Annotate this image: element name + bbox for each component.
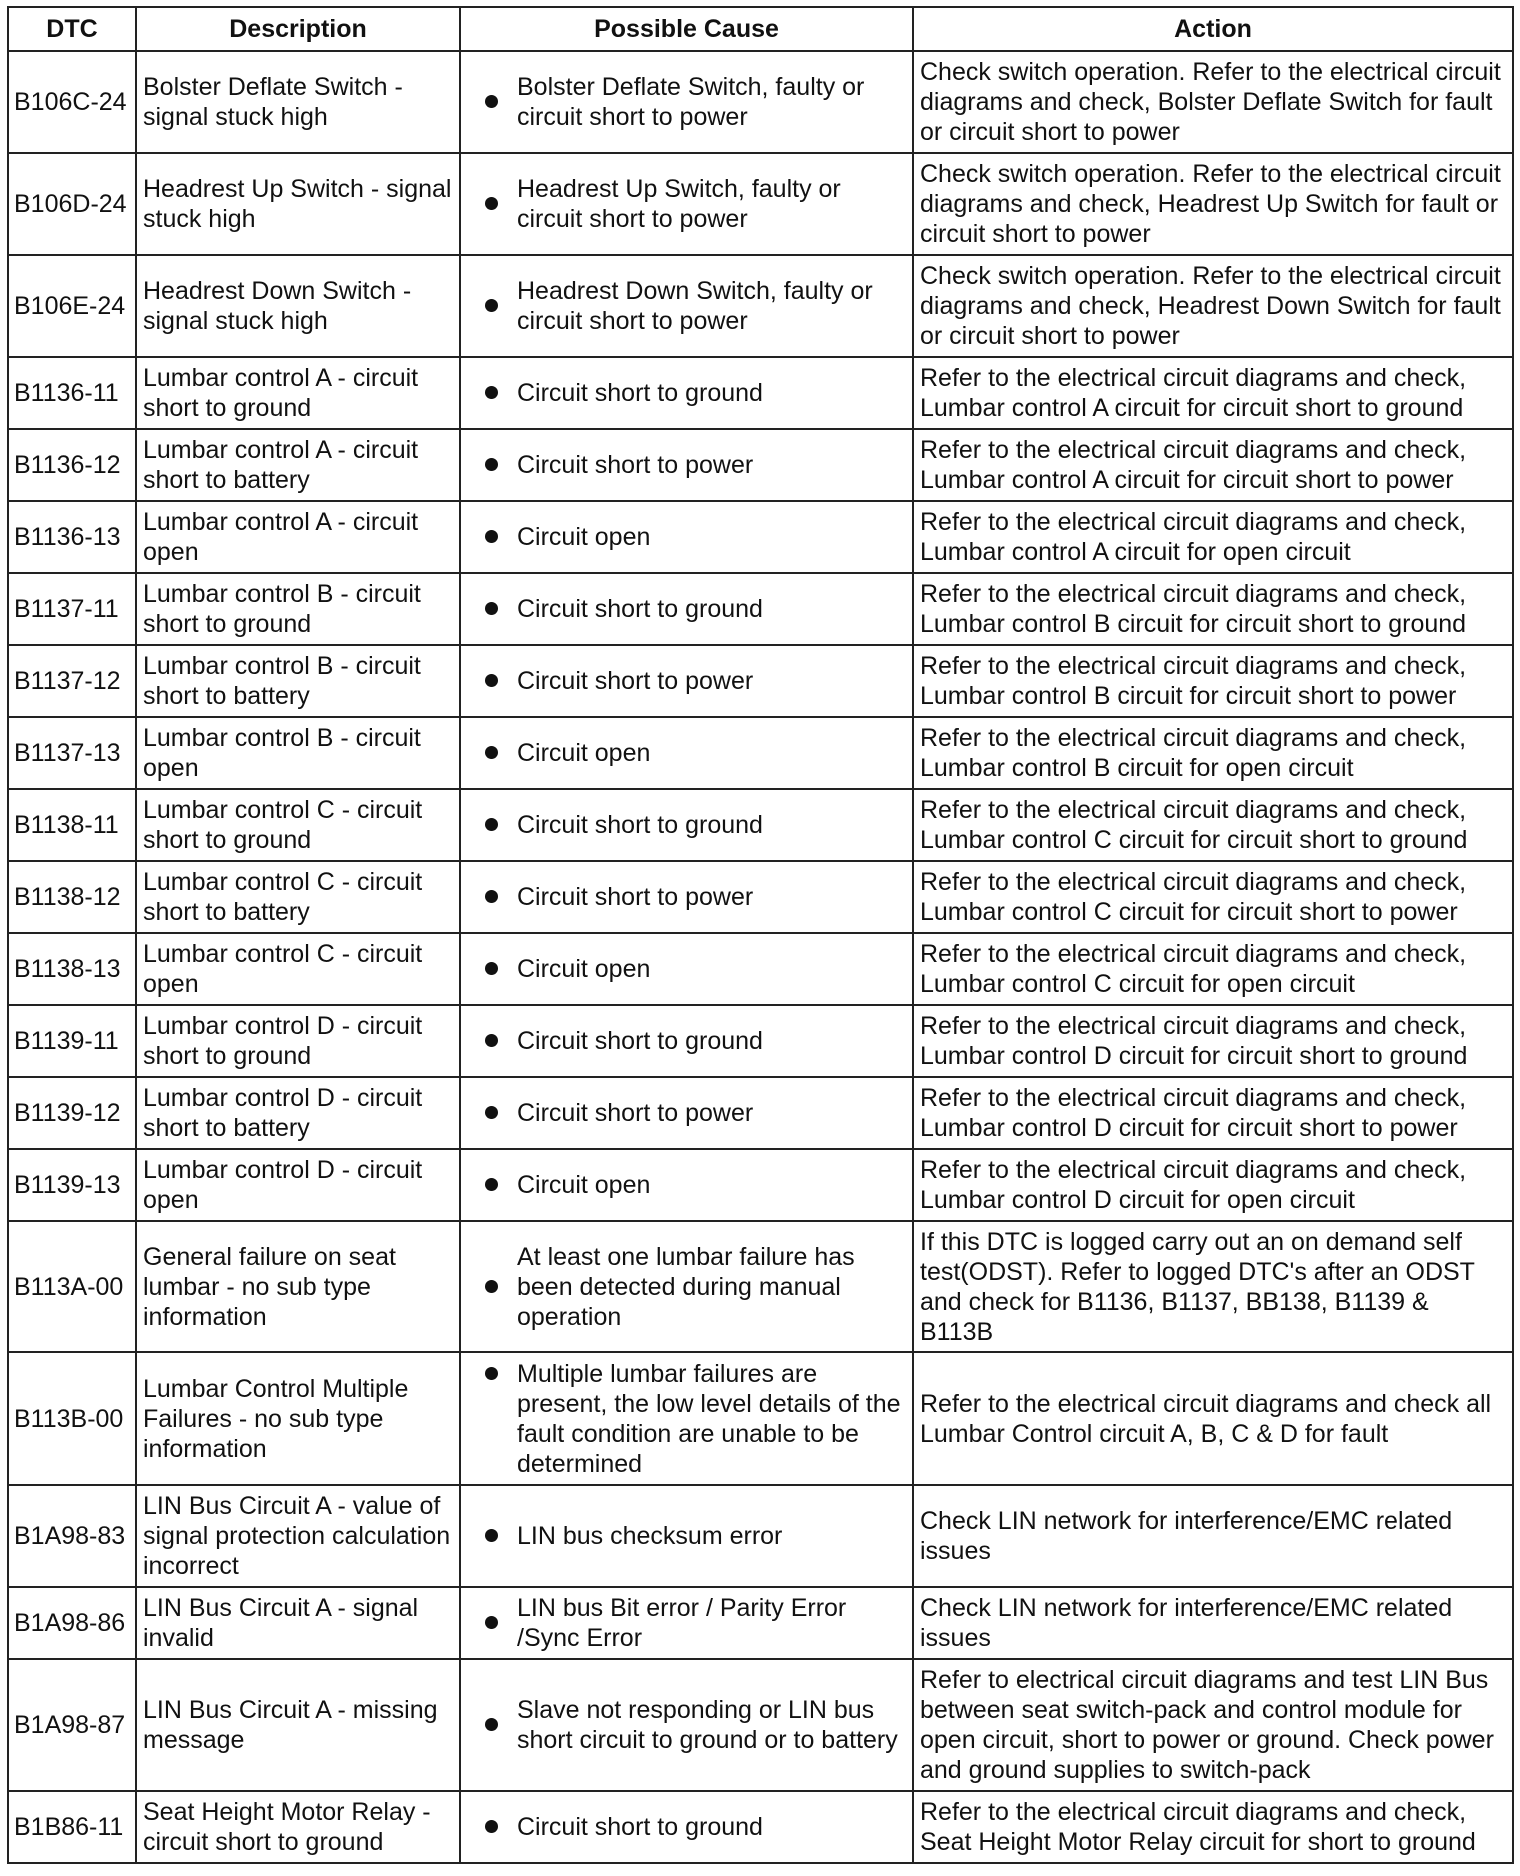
table-row bbox=[8, 153, 1513, 255]
cell-dtc: B1136-12 bbox=[8, 429, 136, 501]
bullet-icon bbox=[485, 1820, 498, 1833]
cell-possible-cause bbox=[460, 1005, 913, 1077]
cell-description: Lumbar control D - circuit short to ground bbox=[136, 1005, 460, 1077]
bullet-icon bbox=[485, 1616, 498, 1629]
cell-action: Refer to the electrical circuit diagrams and check, Lumbar control D circuit for open circuit bbox=[913, 1149, 1513, 1221]
cell-dtc: B1A98-83 bbox=[8, 1485, 136, 1587]
cell-action: Refer to the electrical circuit diagrams and check, Lumbar control A circuit for open circuit bbox=[913, 501, 1513, 573]
cause-text: Bolster Deflate Switch, faulty or circuit short to power bbox=[517, 73, 865, 131]
cause-text: LIN bus checksum error bbox=[517, 1522, 783, 1550]
cause-text: Circuit open bbox=[517, 739, 651, 767]
cell-possible-cause bbox=[460, 1077, 913, 1149]
cell-description: Lumbar control D - circuit short to battery bbox=[136, 1077, 460, 1149]
table-row bbox=[8, 1077, 1513, 1149]
cell-dtc: B1137-11 bbox=[8, 573, 136, 645]
cell-possible-cause bbox=[460, 1659, 913, 1791]
cause-text: Circuit short to ground bbox=[517, 595, 763, 623]
cause-text: Circuit short to ground bbox=[517, 1813, 763, 1841]
cell-dtc: B1138-11 bbox=[8, 789, 136, 861]
cell-description: Lumbar control A - circuit short to ground bbox=[136, 357, 460, 429]
cell-description: Bolster Deflate Switch - signal stuck high bbox=[136, 51, 460, 153]
cause-text: Circuit open bbox=[517, 523, 651, 551]
table-row bbox=[8, 1149, 1513, 1221]
cell-dtc: B106E-24 bbox=[8, 255, 136, 357]
cell-description: LIN Bus Circuit A - signal invalid bbox=[136, 1587, 460, 1659]
header-description: Description bbox=[136, 7, 460, 51]
cell-description: Seat Height Motor Relay - circuit short to ground bbox=[136, 1791, 460, 1863]
bullet-icon bbox=[485, 746, 498, 759]
cell-possible-cause bbox=[460, 501, 913, 573]
table-row bbox=[8, 1587, 1513, 1659]
cell-action: Refer to the electrical circuit diagrams and check, Lumbar control B circuit for open circuit bbox=[913, 717, 1513, 789]
header-action: Action bbox=[913, 7, 1513, 51]
cell-possible-cause bbox=[460, 933, 913, 1005]
cause-text: Circuit short to power bbox=[517, 1099, 754, 1127]
cell-description: Lumbar control C - circuit short to ground bbox=[136, 789, 460, 861]
cell-action: Refer to the electrical circuit diagrams and check, Lumbar control A circuit for circuit short to ground bbox=[913, 357, 1513, 429]
bullet-icon bbox=[485, 1106, 498, 1119]
cause-text: At least one lumbar failure has been detected during manual operation bbox=[517, 1242, 855, 1331]
cell-action: If this DTC is logged carry out an on demand self test(ODST). Refer to logged DTC's after an ODST and check for B1136, B1137, BB138, B1139 & B113B bbox=[913, 1221, 1513, 1352]
cell-possible-cause bbox=[460, 573, 913, 645]
cell-description: Lumbar control A - circuit open bbox=[136, 501, 460, 573]
table-row bbox=[8, 573, 1513, 645]
bullet-icon bbox=[485, 458, 498, 471]
cause-text: Circuit short to power bbox=[517, 667, 754, 695]
bullet-icon bbox=[485, 197, 498, 210]
table-row bbox=[8, 1221, 1513, 1352]
cell-description: General failure on seat lumbar - no sub type information bbox=[136, 1221, 460, 1352]
cell-dtc: B1139-11 bbox=[8, 1005, 136, 1077]
bullet-icon bbox=[485, 386, 498, 399]
cell-action: Check switch operation. Refer to the electrical circuit diagrams and check, Headrest Up Switch for fault or circuit short to power bbox=[913, 153, 1513, 255]
bullet-icon bbox=[485, 1034, 498, 1047]
dtc-table bbox=[7, 6, 1514, 1864]
cell-possible-cause bbox=[460, 645, 913, 717]
cause-text: Multiple lumbar failures are present, the low level details of the fault condition are unable to be determined bbox=[517, 1359, 901, 1478]
cell-possible-cause bbox=[460, 1587, 913, 1659]
bullet-icon bbox=[485, 818, 498, 831]
table-row bbox=[8, 1352, 1513, 1485]
cause-text: LIN bus Bit error / Parity Error /Sync Error bbox=[517, 1594, 847, 1652]
table-row bbox=[8, 645, 1513, 717]
cell-action: Refer to the electrical circuit diagrams and check, Lumbar control D circuit for circuit short to power bbox=[913, 1077, 1513, 1149]
cell-action: Refer to the electrical circuit diagrams and check, Lumbar control B circuit for circuit short to power bbox=[913, 645, 1513, 717]
cell-action: Refer to the electrical circuit diagrams and check, Lumbar control C circuit for open circuit bbox=[913, 933, 1513, 1005]
cell-action: Refer to the electrical circuit diagrams and check all Lumbar Control circuit A, B, C & D for fault bbox=[913, 1352, 1513, 1485]
cell-possible-cause bbox=[460, 1485, 913, 1587]
cell-possible-cause bbox=[460, 1149, 913, 1221]
bullet-icon bbox=[485, 962, 498, 975]
table-row bbox=[8, 255, 1513, 357]
bullet-icon bbox=[485, 1178, 498, 1191]
cell-description: Lumbar control D - circuit open bbox=[136, 1149, 460, 1221]
cell-possible-cause bbox=[460, 789, 913, 861]
header-row bbox=[8, 7, 1513, 51]
bullet-icon bbox=[485, 299, 498, 312]
table-row bbox=[8, 1485, 1513, 1587]
cell-description: Lumbar control C - circuit short to battery bbox=[136, 861, 460, 933]
cell-description: Lumbar control B - circuit short to ground bbox=[136, 573, 460, 645]
cause-text: Headrest Down Switch, faulty or circuit short to power bbox=[517, 277, 873, 335]
table-body bbox=[8, 51, 1513, 1863]
cause-text: Circuit open bbox=[517, 955, 651, 983]
cell-action: Refer to the electrical circuit diagrams and check, Lumbar control C circuit for circuit short to ground bbox=[913, 789, 1513, 861]
cell-possible-cause bbox=[460, 1791, 913, 1863]
cell-description: Lumbar Control Multiple Failures - no sub type information bbox=[136, 1352, 460, 1485]
table-row bbox=[8, 429, 1513, 501]
table-row bbox=[8, 501, 1513, 573]
cause-text: Circuit short to ground bbox=[517, 379, 763, 407]
table-row bbox=[8, 1791, 1513, 1863]
table-row bbox=[8, 933, 1513, 1005]
table-row bbox=[8, 1659, 1513, 1791]
cell-description: Lumbar control C - circuit open bbox=[136, 933, 460, 1005]
cell-action: Check switch operation. Refer to the electrical circuit diagrams and check, Bolster Deflate Switch for fault or circuit short to power bbox=[913, 51, 1513, 153]
cell-possible-cause bbox=[460, 861, 913, 933]
cell-possible-cause bbox=[460, 153, 913, 255]
cell-dtc: B106C-24 bbox=[8, 51, 136, 153]
cell-action: Check LIN network for interference/EMC related issues bbox=[913, 1485, 1513, 1587]
cell-action: Refer to electrical circuit diagrams and test LIN Bus between seat switch-pack and control module for open circuit, short to power or ground. Check power and ground supplies to switch-pack bbox=[913, 1659, 1513, 1791]
cell-possible-cause bbox=[460, 357, 913, 429]
cell-action: Refer to the electrical circuit diagrams and check, Lumbar control A circuit for circuit short to power bbox=[913, 429, 1513, 501]
cell-description: Lumbar control A - circuit short to battery bbox=[136, 429, 460, 501]
cell-possible-cause bbox=[460, 1352, 913, 1485]
bullet-icon bbox=[485, 1529, 498, 1542]
bullet-icon bbox=[485, 890, 498, 903]
cell-dtc: B1137-13 bbox=[8, 717, 136, 789]
table-header bbox=[8, 7, 1513, 51]
cell-dtc: B1B86-11 bbox=[8, 1791, 136, 1863]
cell-possible-cause bbox=[460, 717, 913, 789]
table-row bbox=[8, 861, 1513, 933]
header-dtc: DTC bbox=[8, 7, 136, 51]
table-row bbox=[8, 357, 1513, 429]
cell-description: Headrest Up Switch - signal stuck high bbox=[136, 153, 460, 255]
cell-possible-cause bbox=[460, 51, 913, 153]
table-row bbox=[8, 51, 1513, 153]
table-row bbox=[8, 789, 1513, 861]
cell-dtc: B1136-11 bbox=[8, 357, 136, 429]
cell-dtc: B1137-12 bbox=[8, 645, 136, 717]
cell-action: Refer to the electrical circuit diagrams and check, Seat Height Motor Relay circuit for short to ground bbox=[913, 1791, 1513, 1863]
cell-possible-cause bbox=[460, 255, 913, 357]
cell-description: LIN Bus Circuit A - value of signal protection calculation incorrect bbox=[136, 1485, 460, 1587]
cell-description: Lumbar control B - circuit open bbox=[136, 717, 460, 789]
cause-text: Circuit short to ground bbox=[517, 811, 763, 839]
cell-dtc: B1139-12 bbox=[8, 1077, 136, 1149]
cell-dtc: B1A98-86 bbox=[8, 1587, 136, 1659]
bullet-icon bbox=[485, 530, 498, 543]
cell-dtc: B113A-00 bbox=[8, 1221, 136, 1352]
header-cause: Possible Cause bbox=[460, 7, 913, 51]
cell-action: Refer to the electrical circuit diagrams and check, Lumbar control C circuit for circuit short to power bbox=[913, 861, 1513, 933]
cause-text: Headrest Up Switch, faulty or circuit short to power bbox=[517, 175, 841, 233]
table-row bbox=[8, 717, 1513, 789]
cause-text: Slave not responding or LIN bus short circuit to ground or to battery bbox=[517, 1696, 898, 1754]
table-row bbox=[8, 1005, 1513, 1077]
bullet-icon bbox=[485, 674, 498, 687]
cause-text: Circuit short to power bbox=[517, 451, 754, 479]
bullet-icon bbox=[485, 1367, 498, 1380]
cell-action: Refer to the electrical circuit diagrams and check, Lumbar control B circuit for circuit short to ground bbox=[913, 573, 1513, 645]
cell-dtc: B1138-12 bbox=[8, 861, 136, 933]
cause-text: Circuit short to power bbox=[517, 883, 754, 911]
cell-dtc: B1136-13 bbox=[8, 501, 136, 573]
bullet-icon bbox=[485, 602, 498, 615]
cell-description: Headrest Down Switch - signal stuck high bbox=[136, 255, 460, 357]
bullet-icon bbox=[485, 1718, 498, 1731]
cell-dtc: B1A98-87 bbox=[8, 1659, 136, 1791]
cause-text: Circuit short to ground bbox=[517, 1027, 763, 1055]
cell-description: LIN Bus Circuit A - missing message bbox=[136, 1659, 460, 1791]
cell-action: Check LIN network for interference/EMC related issues bbox=[913, 1587, 1513, 1659]
cell-description: Lumbar control B - circuit short to battery bbox=[136, 645, 460, 717]
cell-dtc: B1138-13 bbox=[8, 933, 136, 1005]
cell-dtc: B106D-24 bbox=[8, 153, 136, 255]
cell-action: Refer to the electrical circuit diagrams and check, Lumbar control D circuit for circuit short to ground bbox=[913, 1005, 1513, 1077]
bullet-icon bbox=[485, 95, 498, 108]
cause-text: Circuit open bbox=[517, 1171, 651, 1199]
cell-possible-cause bbox=[460, 1221, 913, 1352]
cell-dtc: B113B-00 bbox=[8, 1352, 136, 1485]
cell-action: Check switch operation. Refer to the electrical circuit diagrams and check, Headrest Down Switch for fault or circuit short to power bbox=[913, 255, 1513, 357]
cell-dtc: B1139-13 bbox=[8, 1149, 136, 1221]
cell-possible-cause bbox=[460, 429, 913, 501]
bullet-icon bbox=[485, 1280, 498, 1293]
